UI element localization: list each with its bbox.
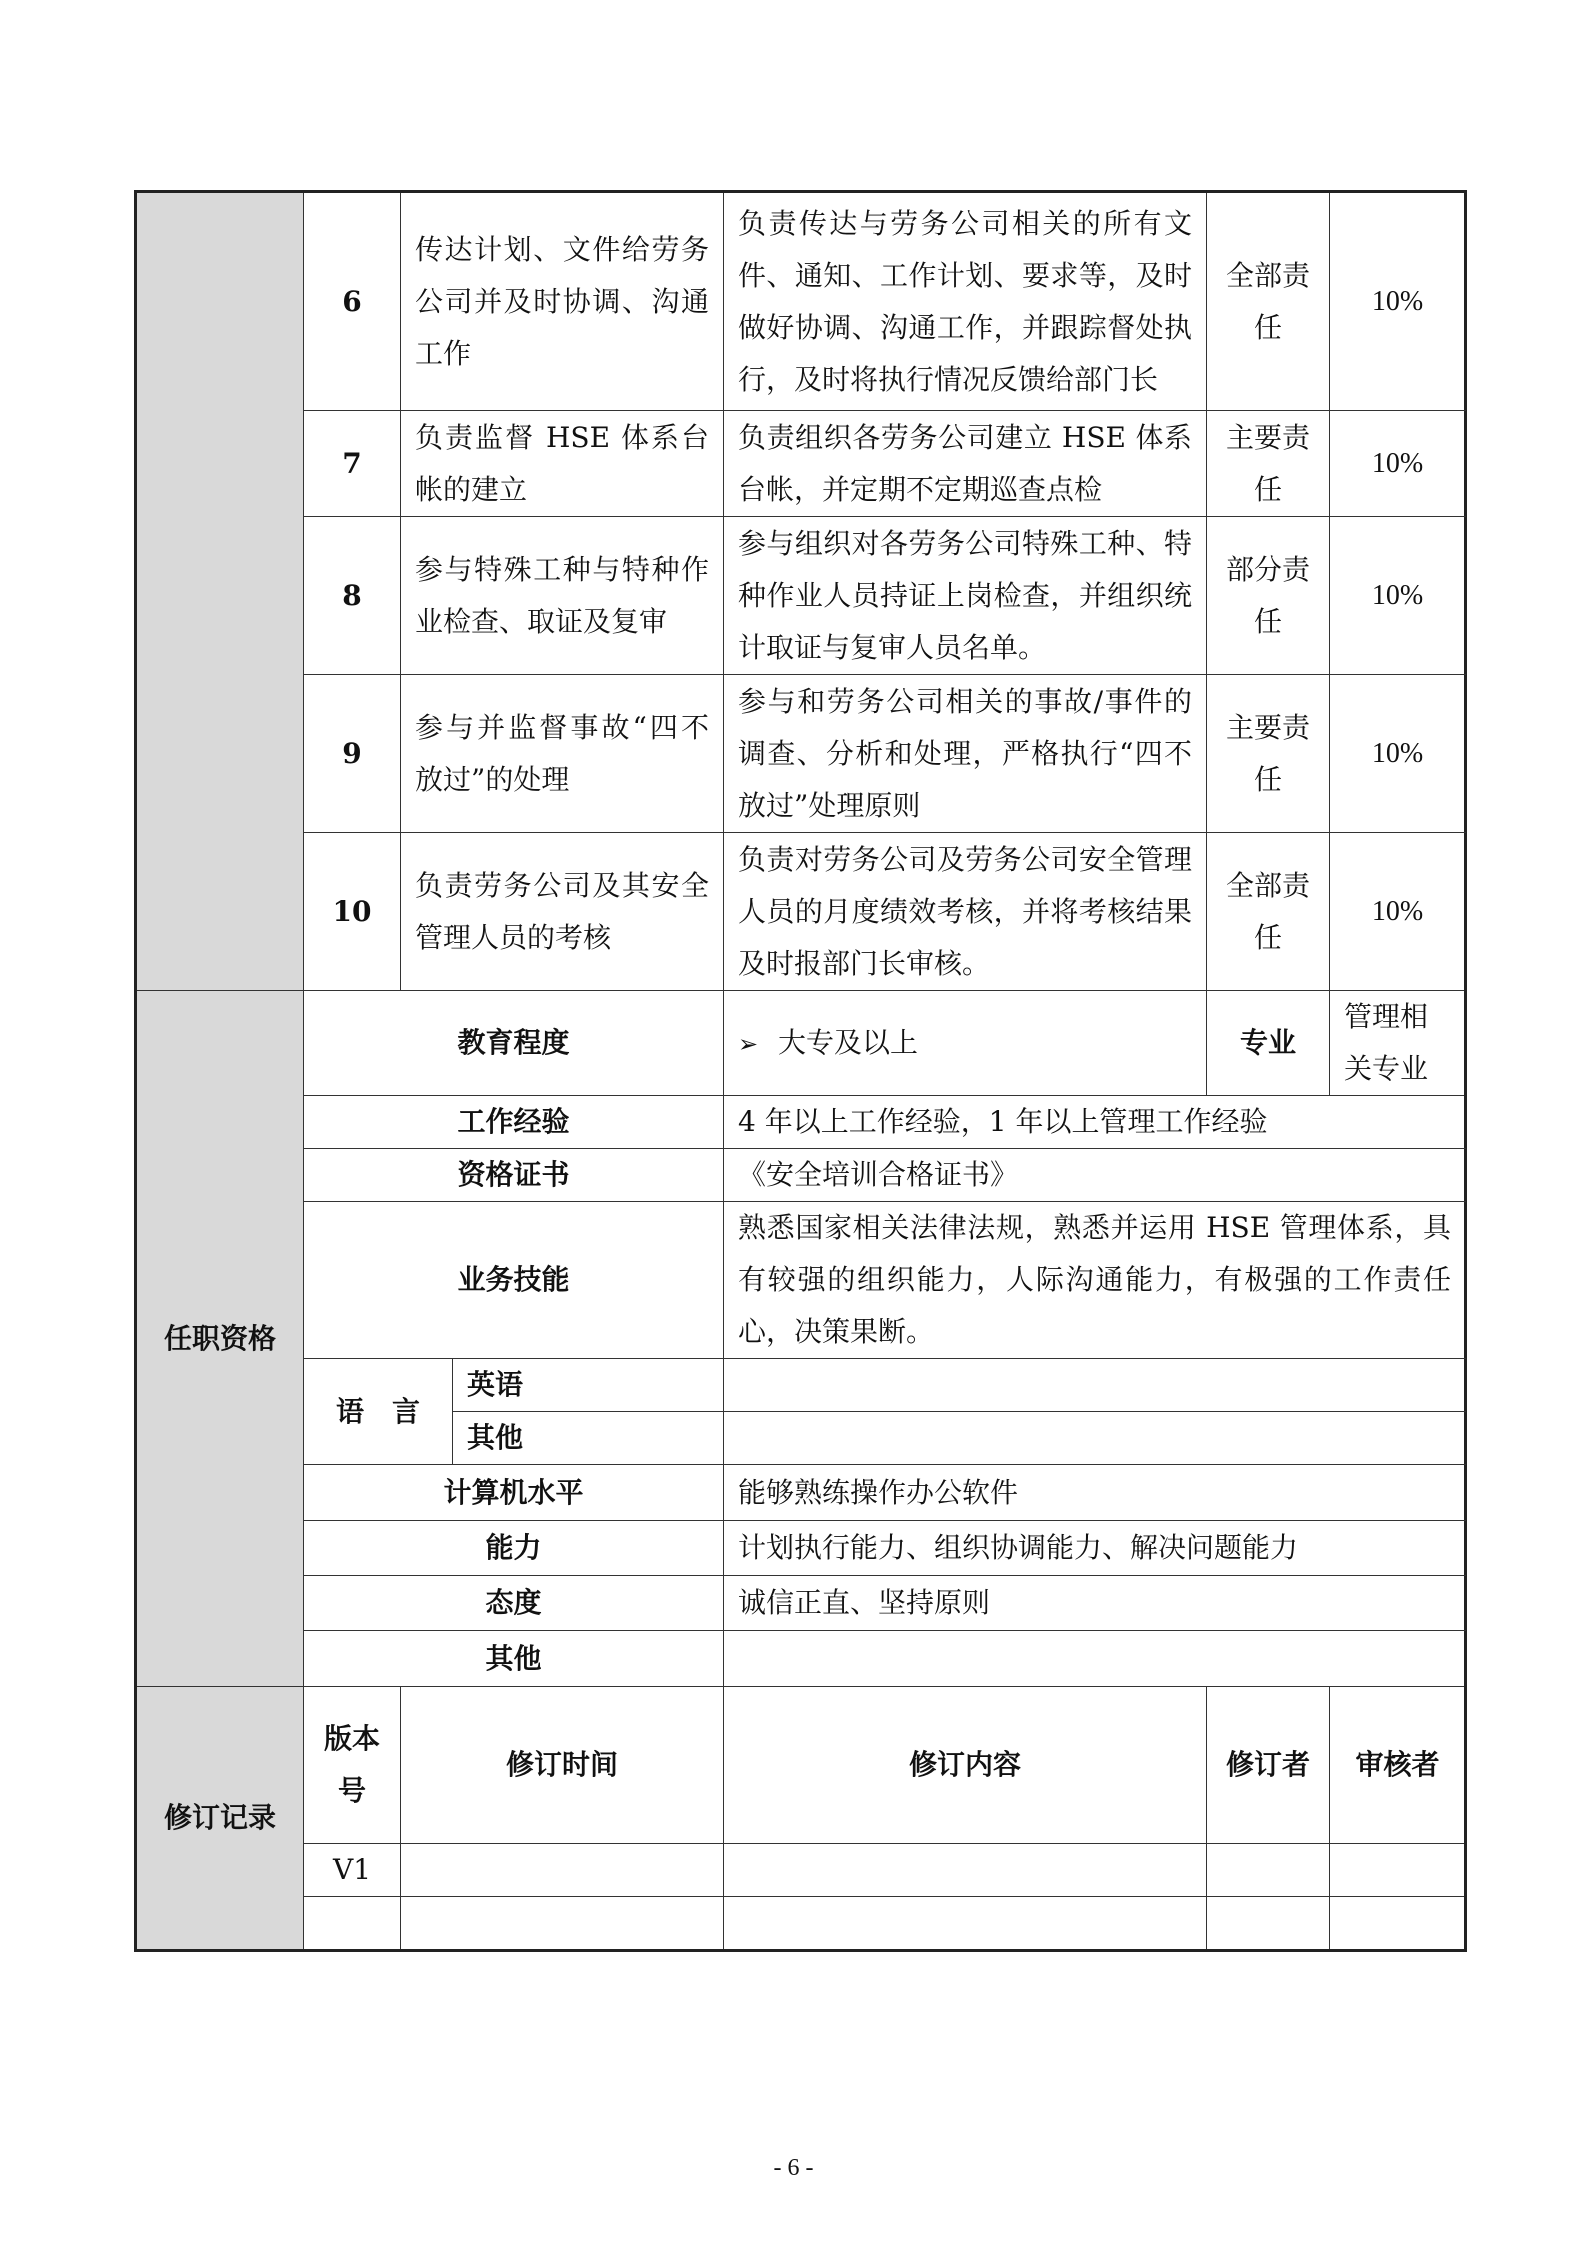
- other-label: 其他: [304, 1631, 724, 1687]
- duty-number: 9: [304, 675, 401, 833]
- english-label: 英语: [453, 1359, 724, 1412]
- duty-number: 10: [304, 833, 401, 991]
- revision-header-row: [136, 1687, 1466, 1844]
- duty-item: 传达计划、文件给劳务公司并及时协调、沟通工作: [401, 192, 724, 411]
- duty-responsibility: 全部责任: [1207, 192, 1330, 411]
- revision-date: [401, 1897, 724, 1951]
- duty-responsibility: 全部责任: [1207, 833, 1330, 991]
- duty-responsibility: 主要责任: [1207, 411, 1330, 517]
- education-value: 大专及以上: [778, 1025, 919, 1059]
- duty-number: 8: [304, 517, 401, 675]
- page-number: - 6 -: [773, 2155, 814, 2181]
- qual-row-skills: [136, 1202, 1466, 1359]
- english-value: [724, 1359, 1466, 1412]
- duty-item: 负责监督 HSE 体系台帐的建立: [401, 411, 724, 517]
- revision-header-content: 修订内容: [724, 1687, 1207, 1844]
- job-description-table: [134, 190, 1467, 1952]
- duty-row: [136, 192, 1466, 411]
- revision-header-version: 版本号: [304, 1687, 401, 1844]
- experience-value: 4 年以上工作经验，1 年以上管理工作经验: [724, 1096, 1466, 1149]
- duty-item: 参与并监督事故“四不放过”的处理: [401, 675, 724, 833]
- education-label: 教育程度: [304, 991, 724, 1096]
- duty-content: 负责组织各劳务公司建立 HSE 体系台帐，并定期不定期巡查点检: [724, 411, 1207, 517]
- revision-reviser: [1207, 1844, 1330, 1897]
- duty-responsibility: 部分责任: [1207, 517, 1330, 675]
- qual-row-education: [136, 991, 1466, 1096]
- duty-weight: 10%: [1330, 675, 1466, 833]
- computer-label: 计算机水平: [304, 1465, 724, 1521]
- revision-content: [724, 1844, 1207, 1897]
- qual-row-computer: [136, 1465, 1466, 1521]
- duty-content: 参与和劳务公司相关的事故/事件的调查、分析和处理，严格执行“四不放过”处理原则: [724, 675, 1207, 833]
- qual-row-certificate: [136, 1149, 1466, 1202]
- duty-weight: 10%: [1330, 833, 1466, 991]
- certificate-value: 《安全培训合格证书》: [724, 1149, 1466, 1202]
- other-language-label: 其他: [453, 1412, 724, 1465]
- revision-version: V1: [304, 1844, 401, 1897]
- qual-row-experience: [136, 1096, 1466, 1149]
- skills-value: 熟悉国家相关法律法规，熟悉并运用 HSE 管理体系，具有较强的组织能力，人际沟通能力，有极强的工作责任心，决策果断。: [724, 1202, 1466, 1359]
- revision-record-label: 修订记录: [136, 1687, 304, 1951]
- qual-row-language-english: [136, 1359, 1466, 1412]
- revision-row: [136, 1844, 1466, 1897]
- revision-header-reviewer: 审核者: [1330, 1687, 1466, 1844]
- other-language-value: [724, 1412, 1466, 1465]
- duty-item: 负责劳务公司及其安全管理人员的考核: [401, 833, 724, 991]
- language-label: 语 言: [304, 1359, 453, 1465]
- revision-date: [401, 1844, 724, 1897]
- attitude-label: 态度: [304, 1576, 724, 1631]
- experience-label: 工作经验: [304, 1096, 724, 1149]
- major-label: 专业: [1207, 991, 1330, 1096]
- other-value: [724, 1631, 1466, 1687]
- ability-label: 能力: [304, 1521, 724, 1576]
- attitude-value: 诚信正直、坚持原则: [724, 1576, 1466, 1631]
- revision-reviser: [1207, 1897, 1330, 1951]
- duty-weight: 10%: [1330, 411, 1466, 517]
- qual-row-other: [136, 1631, 1466, 1687]
- major-value: 管理相关专业: [1330, 991, 1466, 1096]
- revision-header-date: 修订时间: [401, 1687, 724, 1844]
- duty-row: [136, 517, 1466, 675]
- duty-number: 7: [304, 411, 401, 517]
- duty-row: [136, 675, 1466, 833]
- revision-content: [724, 1897, 1207, 1951]
- duty-weight: 10%: [1330, 517, 1466, 675]
- skills-label: 业务技能: [304, 1202, 724, 1359]
- duty-weight: 10%: [1330, 192, 1466, 411]
- computer-value: 能够熟练操作办公软件: [724, 1465, 1466, 1521]
- qual-row-attitude: [136, 1576, 1466, 1631]
- duty-content: 负责对劳务公司及劳务公司安全管理人员的月度绩效考核，并将考核结果及时报部门长审核。: [724, 833, 1207, 991]
- duty-responsibility: 主要责任: [1207, 675, 1330, 833]
- arrow-bullet-icon: ➢: [738, 1029, 759, 1058]
- duty-section-shade: [136, 192, 304, 991]
- revision-reviewer: [1330, 1897, 1466, 1951]
- revision-row: [136, 1897, 1466, 1951]
- duty-item: 参与特殊工种与特种作业检查、取证及复审: [401, 517, 724, 675]
- certificate-label: 资格证书: [304, 1149, 724, 1202]
- duty-content: 负责传达与劳务公司相关的所有文件、通知、工作计划、要求等，及时做好协调、沟通工作，并跟踪督处执行，及时将执行情况反馈给部门长: [724, 192, 1207, 411]
- duty-row: [136, 833, 1466, 991]
- ability-value: 计划执行能力、组织协调能力、解决问题能力: [724, 1521, 1466, 1576]
- qualifications-label: 任职资格: [136, 991, 304, 1687]
- education-value-cell: [724, 991, 1207, 1096]
- duty-content: 参与组织对各劳务公司特殊工种、特种作业人员持证上岗检查，并组织统计取证与复审人员名单。: [724, 517, 1207, 675]
- qual-row-ability: [136, 1521, 1466, 1576]
- duty-row: [136, 411, 1466, 517]
- duty-number: 6: [304, 192, 401, 411]
- revision-version: [304, 1897, 401, 1951]
- revision-header-reviser: 修订者: [1207, 1687, 1330, 1844]
- revision-reviewer: [1330, 1844, 1466, 1897]
